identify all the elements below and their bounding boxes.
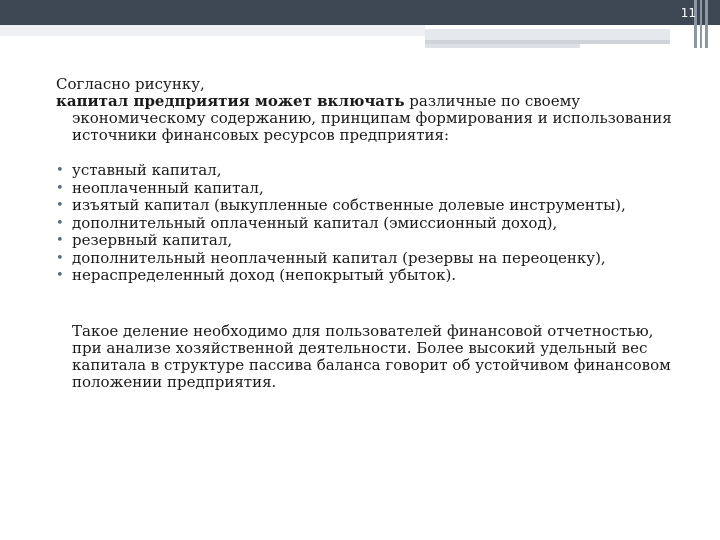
header-band-left (0, 25, 425, 36)
list-item-text: дополнительный неоплаченный капитал (резервы на переоценку), (72, 248, 606, 267)
header-rule-short (425, 44, 580, 48)
list-item-text: резервный капитал, (72, 231, 233, 249)
list-item-text: изъятый капитал (выкупленные собственные долевые инструменты), (72, 196, 626, 214)
capital-list (56, 162, 686, 285)
list-item (56, 197, 686, 215)
header-bar (0, 0, 720, 25)
bullet-icon: • (56, 268, 64, 283)
list-item-text: нераспределенный доход (непокрытый убыток). (72, 266, 457, 284)
list-item (56, 267, 686, 285)
list-item-text: уставный капитал, (72, 161, 222, 179)
intro-bold-lead: капитал предприятия может включать (56, 92, 405, 110)
list-item (56, 250, 686, 268)
bullet-icon: • (56, 163, 64, 178)
bullet-icon: • (56, 215, 64, 231)
slide-content (56, 76, 686, 391)
intro-paragraph (56, 93, 686, 144)
bullet-icon: • (56, 198, 64, 213)
intro-rest: различные по своему экономическому содержанию, принципам формирования и использования источники финансовых ресурсов предприятия: (72, 92, 672, 144)
slide-number: 11 (680, 6, 696, 20)
list-item-text: неоплаченный капитал, (72, 178, 264, 197)
intro-line: Согласно рисунку, (56, 75, 205, 93)
list-item (56, 162, 686, 180)
list-item (56, 215, 686, 233)
list-item (56, 232, 686, 250)
header-band-right (425, 29, 670, 40)
list-item (56, 180, 686, 198)
bullet-icon: • (56, 233, 64, 248)
list-item-text: дополнительный оплаченный капитал (эмиссионный доход), (72, 213, 558, 232)
bullet-icon: • (56, 250, 64, 266)
bullet-icon: • (56, 180, 64, 196)
closing-paragraph: Такое деление необходимо для пользователей финансовой отчетностью, при анализе хозяйственной деятельности. Более высокий удельный вес капитала в структуре пассива баланса говорит об устойчивом финансовом положении предприятия. (72, 321, 671, 391)
